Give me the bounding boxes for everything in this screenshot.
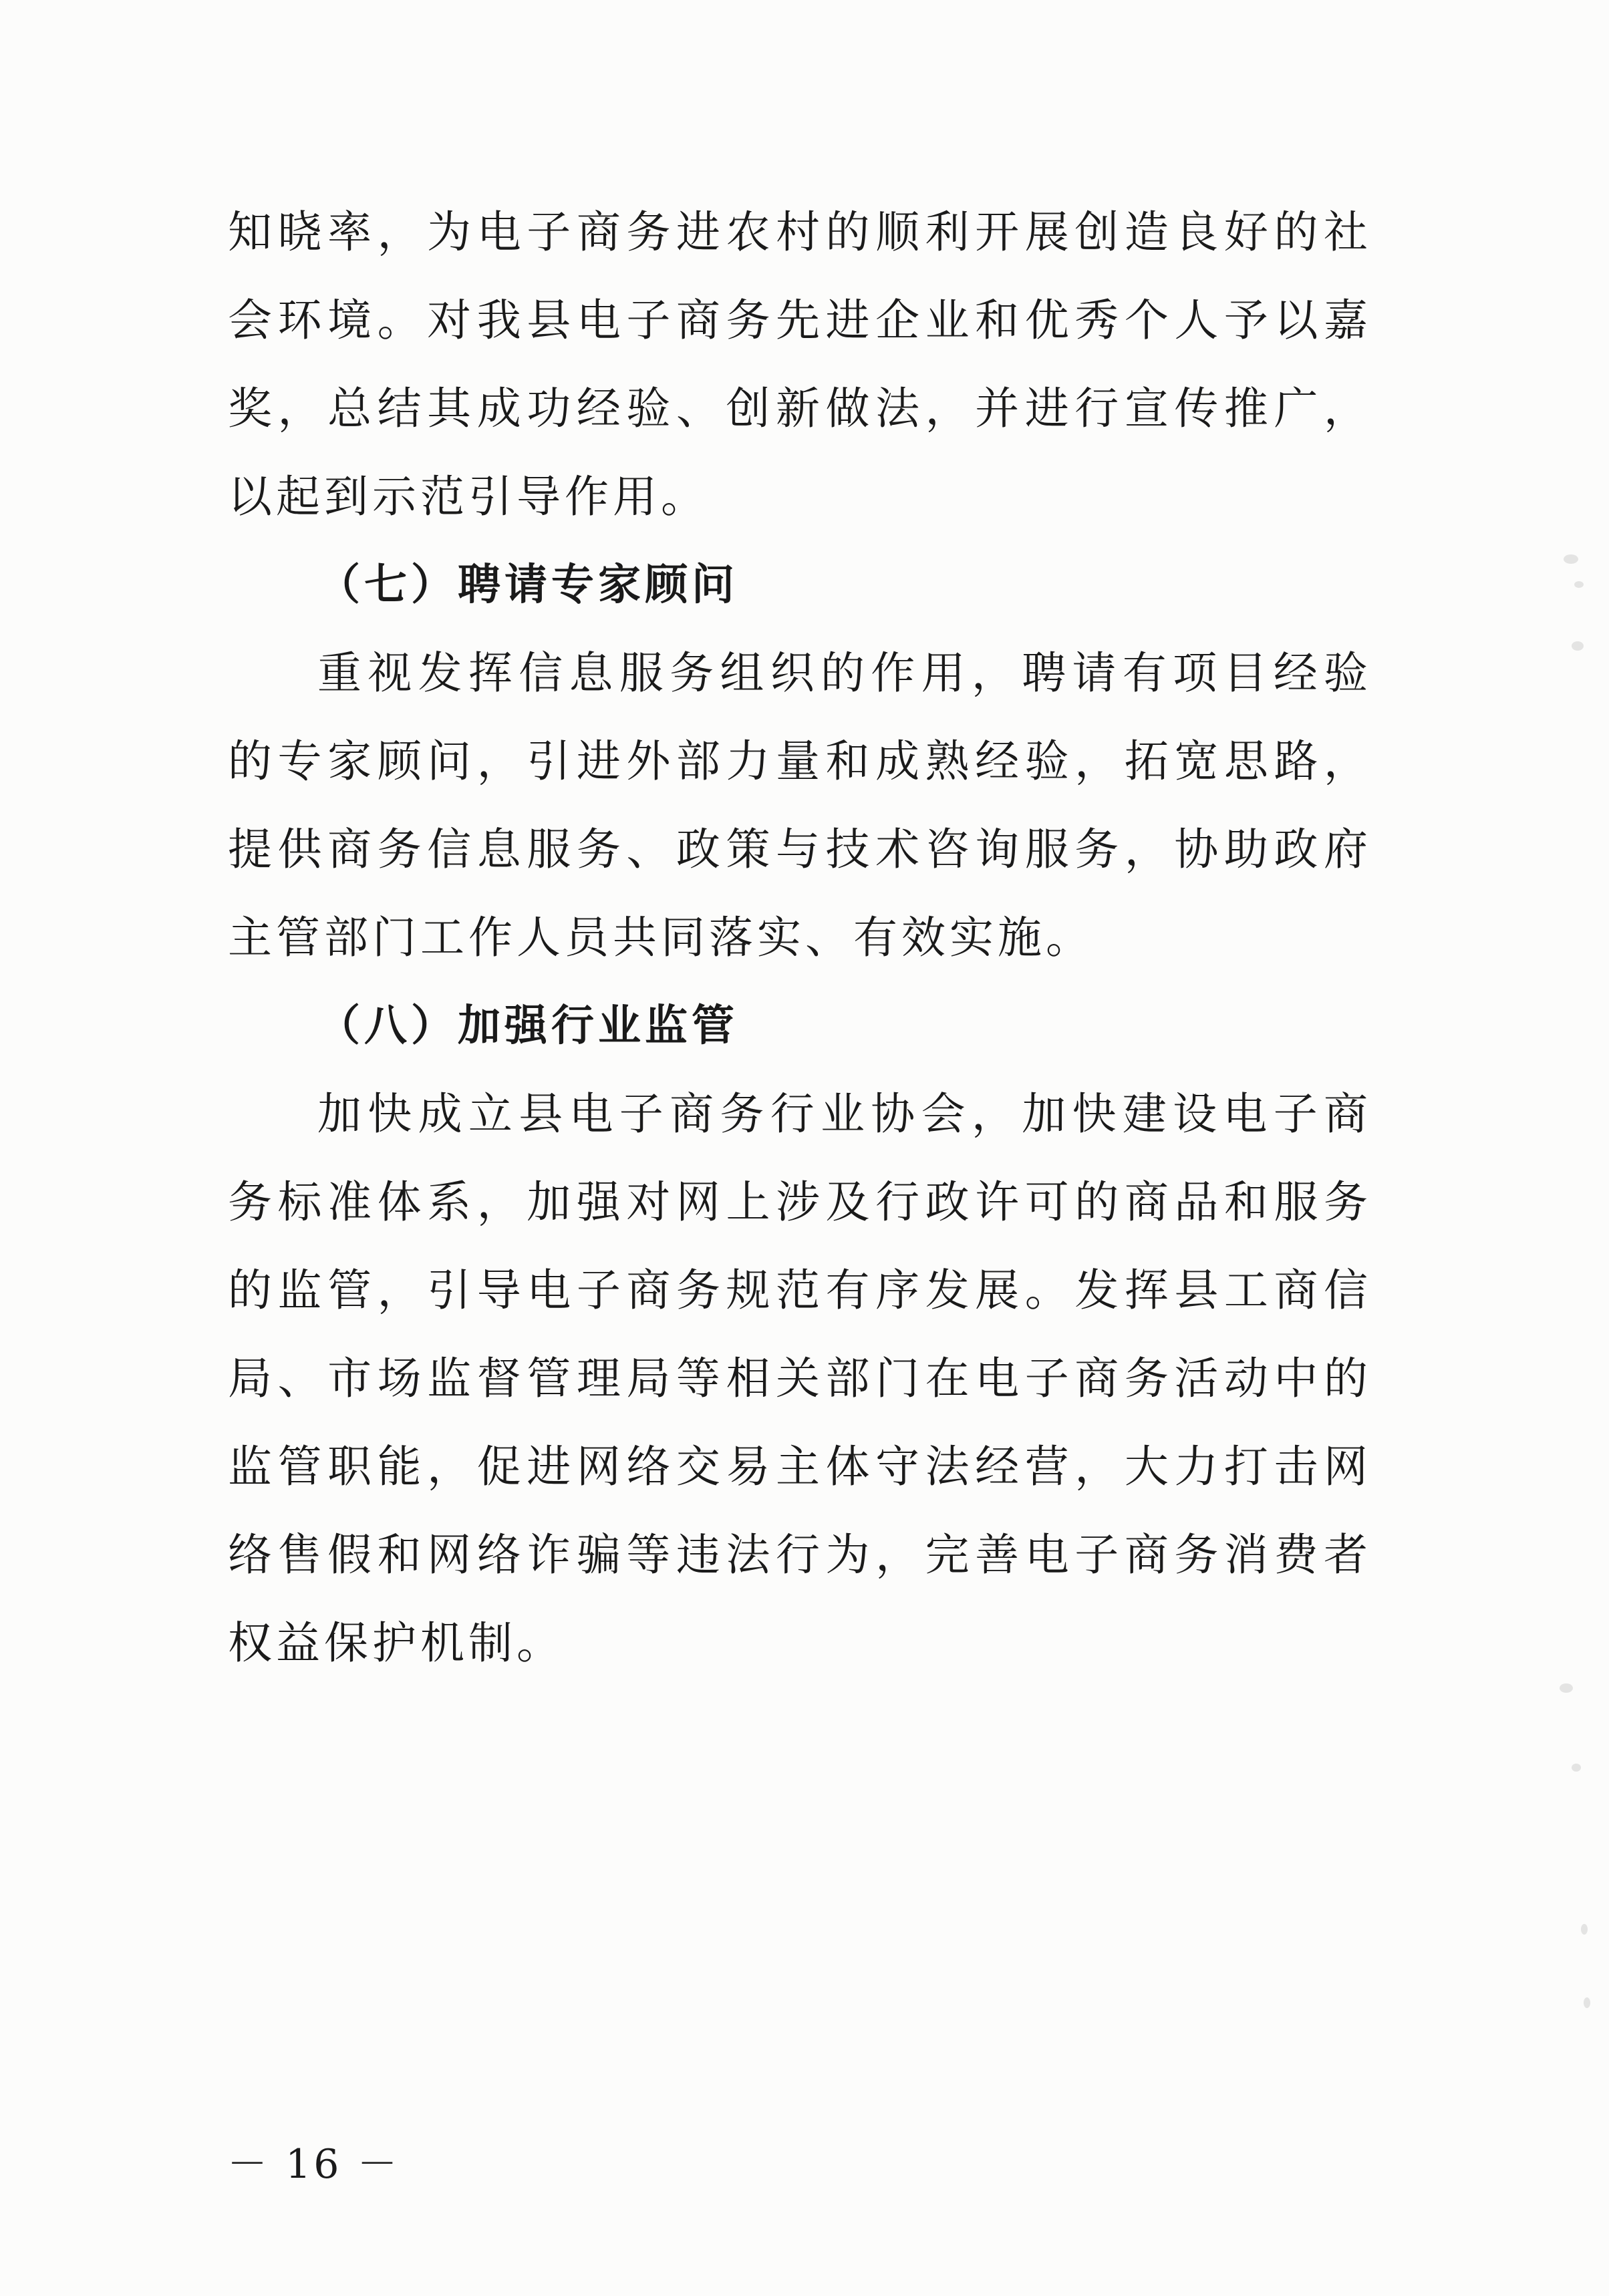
scan-speck — [1584, 1997, 1590, 2008]
scan-speck — [1572, 1764, 1581, 1772]
section-heading-eight: （八）加强行业监管 — [317, 1001, 738, 1051]
scan-speck — [1574, 581, 1584, 588]
paragraph-continuation: 知晓率，为电子商务进农村的顺利开展创造良好的社会环境。对我县电子商务先进企业和优秀个人予以嘉奖，总结其成功经验、创新做法，并进行宣传推广，以起到示范引导作用。 — [228, 206, 1372, 522]
scan-speck — [1560, 1683, 1573, 1693]
paragraph-industry-supervision: 加快成立县电子商务行业协会，加快建设电子商务标准体系，加强对网上涉及行政许可的商品和服务的监管，引导电子商务规范有序发展。发挥县工商信局、市场监督管理局等相关部门在电子商务活动中的监管职能，促进网络交易主体守法经营，大力打击网络售假和网络诈骗等违法行为，完善电子商务消费者权益保护机制。 — [228, 1088, 1372, 1669]
scan-speck — [1581, 1924, 1588, 1935]
page-number: － 16 － — [227, 2141, 400, 2188]
scan-speck — [1564, 554, 1578, 564]
section-heading-seven: （七）聘请专家顾问 — [317, 560, 738, 610]
scan-speck — [1572, 641, 1584, 651]
document-body — [228, 188, 1372, 1687]
paragraph-expert-consultants: 重视发挥信息服务组织的作用，聘请有项目经验的专家顾问，引进外部力量和成熟经验，拓宽思路，提供商务信息服务、政策与技术咨询服务，协助政府主管部门工作人员共同落实、有效实施。 — [228, 647, 1372, 963]
